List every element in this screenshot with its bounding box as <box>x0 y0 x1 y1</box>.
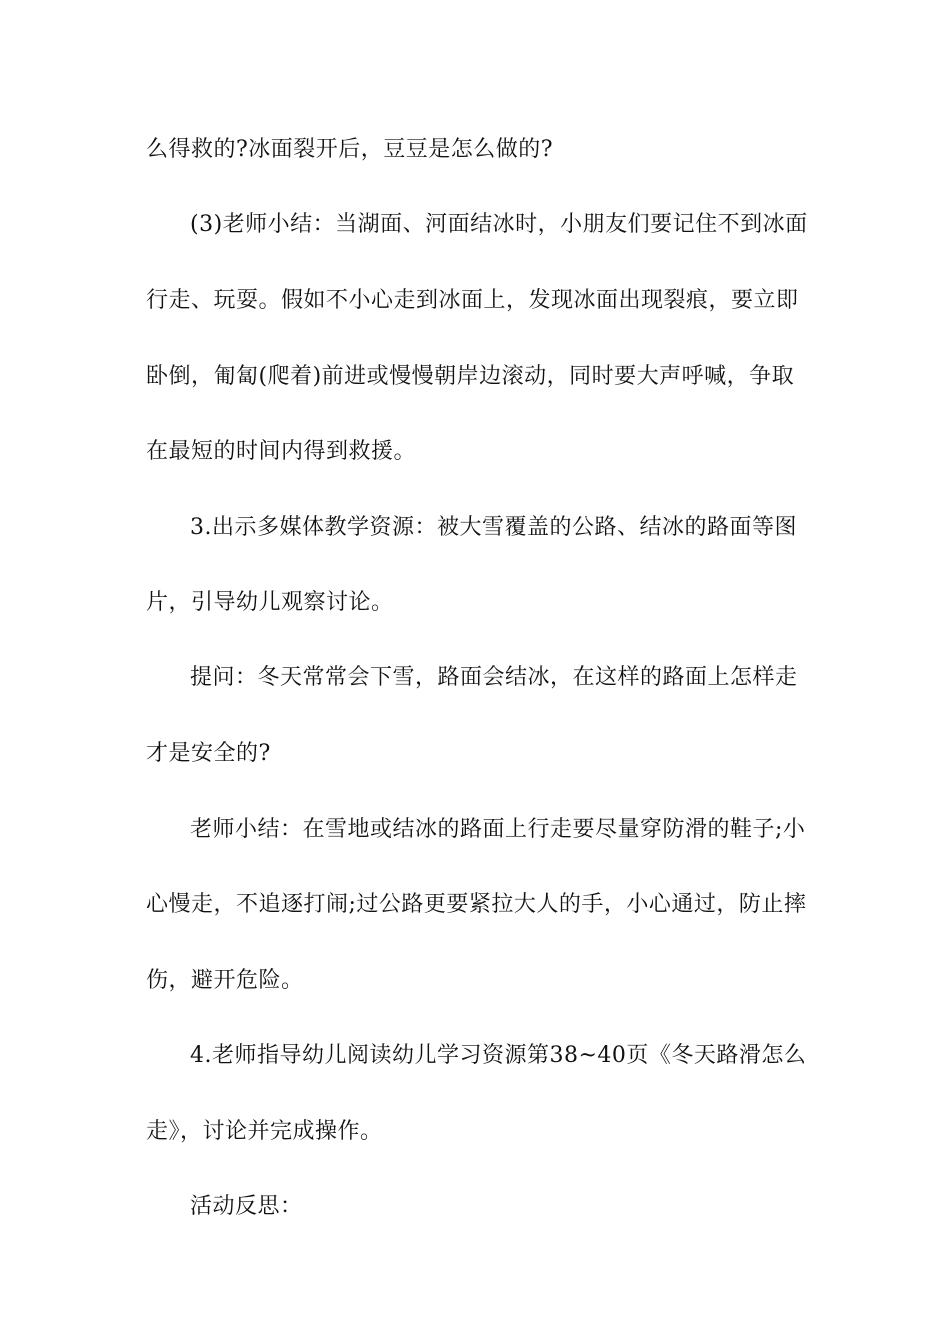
text-line: 行走、玩耍。假如不小心走到冰面上，发现冰面出现裂痕，要立即 <box>146 288 799 313</box>
text-line: 么得救的?冰面裂开后，豆豆是怎么做的? <box>146 137 554 162</box>
text-line: 才是安全的? <box>146 741 271 766</box>
paragraph-first-line: 提问：冬天常常会下雪，路面会结冰，在这样的路面上怎样走 <box>190 665 798 690</box>
paragraph-first-line: 3.出示多媒体教学资源：被大雪覆盖的公路、结冰的路面等图 <box>190 515 797 540</box>
paragraph-first-line: 老师小结：在雪地或结冰的路面上行走要尽量穿防滑的鞋子;小 <box>190 817 806 842</box>
section-heading: 活动反思： <box>190 1194 303 1219</box>
paragraph-first-line: 4.老师指导幼儿阅读幼儿学习资源第38~40页《冬天路滑怎么 <box>190 1043 807 1068</box>
text-line: 在最短的时间内得到救援。 <box>146 439 417 464</box>
text-line: 走》，讨论并完成操作。 <box>146 1119 383 1144</box>
text-line: 心慢走，不追逐打闹;过公路更要紧拉大人的手，小心通过，防止摔 <box>146 892 807 917</box>
text-line: 伤，避开危险。 <box>146 968 304 993</box>
text-line: 卧倒，匍匐(爬着)前进或慢慢朝岸边滚动，同时要大声呼喊，争取 <box>146 364 795 389</box>
text-line: 片，引导幼儿观察讨论。 <box>146 590 394 615</box>
paragraph-first-line: (3)老师小结：当湖面、河面结冰时，小朋友们要记住不到冰面 <box>190 212 808 237</box>
